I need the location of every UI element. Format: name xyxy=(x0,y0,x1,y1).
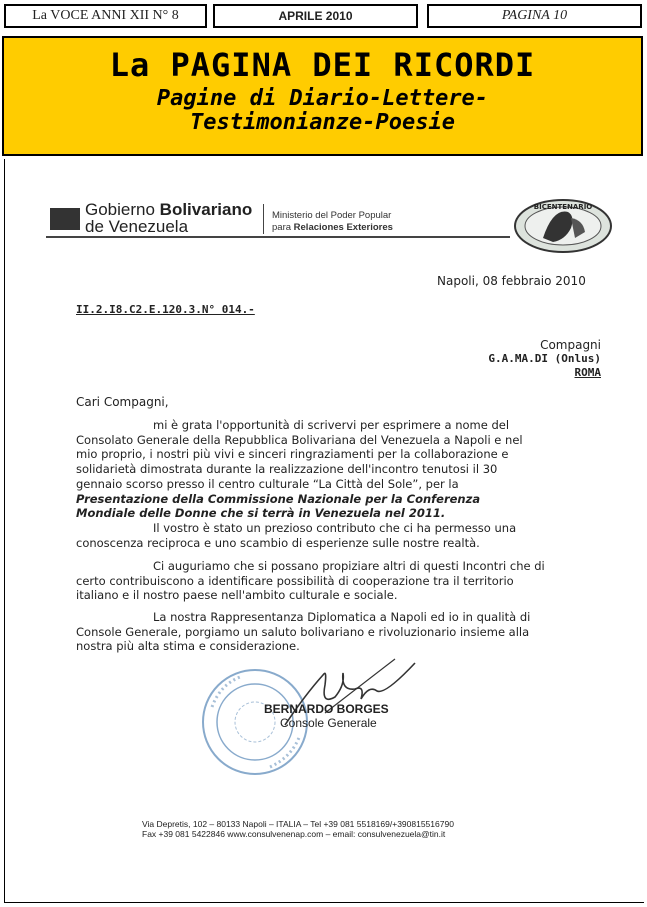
p1-bold-line: Mondiale delle Donne che si terrà in Venezuela nel 2011. xyxy=(76,506,446,521)
footer-contacts: Fax +39 081 5422846 www.consulvenenap.com – email: consulvenezuela@tin.it xyxy=(142,829,446,839)
banner-title: La PAGINA DEI RICORDI xyxy=(109,46,536,84)
recipient-line1: Compagni xyxy=(540,338,601,352)
letter-reference: II.2.I8.C2.E.120.3.N° 014.- xyxy=(76,303,255,316)
seal-text: BICENTENARIO xyxy=(533,203,593,211)
banner-subtitle-1: Pagine di Diario-Lettere- xyxy=(156,86,489,111)
letter-date: Napoli, 08 febbraio 2010 xyxy=(437,274,586,288)
section-banner xyxy=(2,36,643,156)
page-text: PAGINA 10 xyxy=(501,8,568,23)
p1-line: solidarietà dimostrata durante la realizzazione dell'incontro tenutosi il 30 xyxy=(76,462,498,477)
ministry-bold: Relaciones Exteriores xyxy=(293,222,393,233)
issue-date xyxy=(213,4,418,28)
footer-address: Via Depretis, 102 – 80133 Napoli – ITALIA – Tel +39 081 5518169/+390815516790 xyxy=(142,819,454,829)
ministry-line2 xyxy=(272,222,393,233)
ministry-prefix: para xyxy=(272,222,294,233)
government-name-line2: de Venezuela xyxy=(85,217,189,236)
recipient-line2: G.A.MA.DI (Onlus) xyxy=(488,352,601,365)
paragraph-4 xyxy=(76,610,601,654)
p1-line: gennaio scorso presso il centro culturale “La Città del Sole”, per la xyxy=(76,476,459,491)
issue-label xyxy=(4,4,207,28)
p3-line: italiano e il nostro paese nell'ambito culturale e sociale. xyxy=(76,588,398,603)
p3-line: Ci auguriamo che si possano propiziare altri di questi Incontri che di xyxy=(153,559,545,573)
p1-line: mi è grata l'opportunità di scrivervi per esprimere a nome del xyxy=(153,418,510,432)
paragraph-3 xyxy=(76,559,601,603)
p3-line: certo contribuiscono a identificare possibilità di cooperazione tra il territorio xyxy=(76,573,514,588)
issue-text: La VOCE ANNI XII N° 8 xyxy=(32,8,179,23)
p1-bold-line: Presentazione della Commissione Nazionale per la Conferenza xyxy=(76,491,481,506)
bicentenary-seal-icon xyxy=(513,198,613,254)
date-text: APRILE 2010 xyxy=(278,9,353,23)
gov-bold: Bolivariano xyxy=(159,200,253,219)
government-logo-icon xyxy=(50,208,80,230)
p4-line: Console Generale, porgiamo un saluto bolivariano e rivoluzionario insieme alla xyxy=(76,624,530,639)
page-number xyxy=(427,4,642,28)
recipient-line3: ROMA xyxy=(574,366,601,379)
banner-subtitle-2: Testimonianze-Poesie xyxy=(190,110,455,135)
signer-name: BERNARDO BORGES xyxy=(264,702,389,716)
p2-line: Il vostro è stato un prezioso contributo che ci ha permesso una xyxy=(153,521,517,535)
gov-prefix: Gobierno xyxy=(85,200,160,219)
letterhead-rule xyxy=(46,236,510,238)
paragraph-2 xyxy=(76,521,601,550)
paragraph-1 xyxy=(76,418,601,521)
letterhead-separator xyxy=(263,204,264,234)
p1-line: mio proprio, i nostri più vivi e sinceri ringraziamenti per la collaborazione e xyxy=(76,447,509,462)
p1-line: Consolato Generale della Repubblica Bolivariana del Venezuela a Napoli e nel xyxy=(76,432,523,447)
salutation: Cari Compagni, xyxy=(76,395,169,409)
p2-line: conoscenza reciproca e uno scambio di esperienze sulle nostre realtà. xyxy=(76,535,480,550)
signer-role: Console Generale xyxy=(280,716,377,730)
p4-line: La nostra Rappresentanza Diplomatica a Napoli ed io in qualità di xyxy=(153,610,531,624)
p4-line: nostra più alta stima e considerazione. xyxy=(76,639,300,654)
ministry-line1: Ministerio del Poder Popular xyxy=(272,210,392,221)
